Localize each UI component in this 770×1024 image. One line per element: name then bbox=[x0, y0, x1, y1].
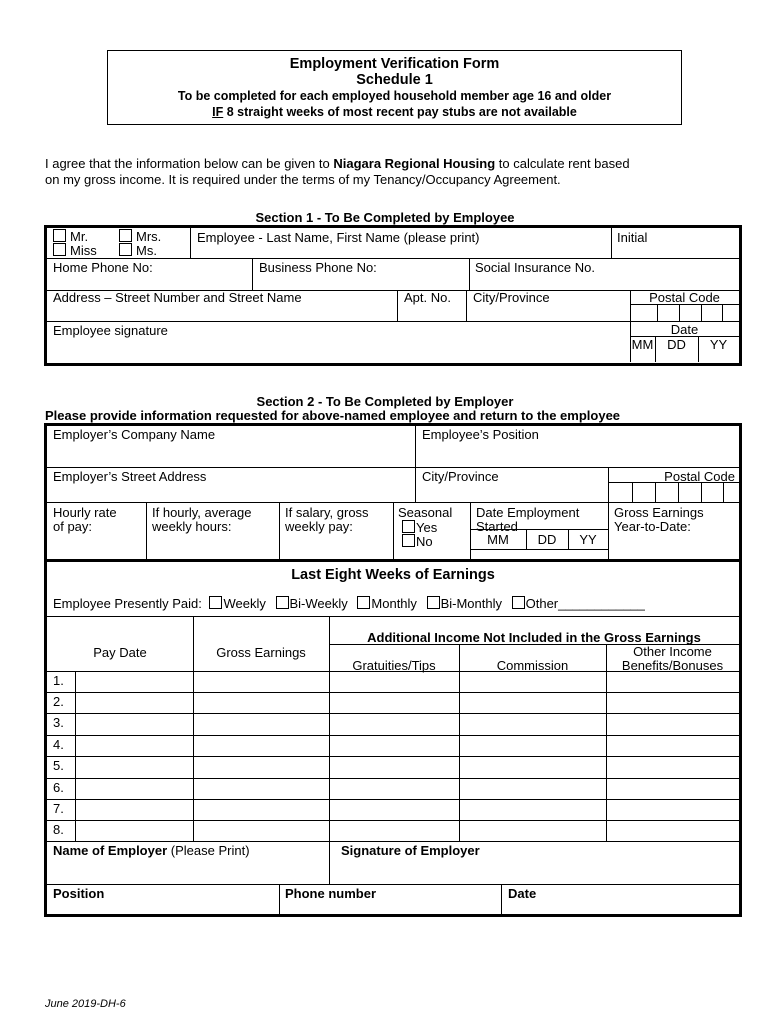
date-label: Date bbox=[670, 322, 699, 337]
employer-street-field[interactable]: Employer’s Street Address bbox=[53, 469, 207, 484]
salary-label-2: weekly pay: bbox=[285, 519, 353, 534]
hourly-rate-field[interactable] bbox=[53, 506, 117, 534]
divider bbox=[146, 502, 147, 559]
divider bbox=[47, 884, 739, 885]
divider bbox=[47, 559, 739, 562]
salary-label: If salary, gross bbox=[285, 505, 369, 520]
mr-checkbox[interactable] bbox=[53, 229, 66, 242]
divider bbox=[47, 778, 739, 779]
divider bbox=[469, 258, 470, 290]
other-income-label: Other Income bbox=[633, 644, 712, 659]
presently-paid-label: Employee Presently Paid: bbox=[53, 596, 202, 611]
date-started-field[interactable] bbox=[476, 506, 579, 534]
row-number: 4. bbox=[53, 737, 64, 752]
employer-name-field[interactable] bbox=[53, 844, 250, 858]
city-field[interactable]: City/Province bbox=[473, 290, 550, 305]
form-header bbox=[107, 50, 682, 125]
ms-checkbox[interactable] bbox=[119, 243, 132, 256]
row-number: 7. bbox=[53, 801, 64, 816]
business-phone-field[interactable]: Business Phone No: bbox=[259, 260, 377, 275]
commission-header: Commission bbox=[496, 658, 569, 673]
mrs-checkbox[interactable] bbox=[119, 229, 132, 242]
divider bbox=[723, 482, 724, 502]
divider bbox=[47, 713, 739, 714]
mm-label: MM bbox=[487, 532, 509, 547]
form-title: Employment Verification Form bbox=[289, 56, 500, 72]
hourly-rate-label-2: of pay: bbox=[53, 519, 93, 534]
divider bbox=[632, 482, 633, 502]
yy-label: YY bbox=[709, 337, 728, 352]
form-schedule: Schedule 1 bbox=[356, 72, 433, 88]
salary-field[interactable] bbox=[285, 506, 369, 534]
title-mr-option[interactable] bbox=[53, 229, 88, 244]
section1-title: Section 1 - To Be Completed by Employee bbox=[255, 210, 515, 225]
divider bbox=[47, 841, 739, 842]
bimonthly-checkbox[interactable] bbox=[427, 596, 440, 609]
miss-label: Miss bbox=[70, 243, 97, 258]
earnings-title: Last Eight Weeks of Earnings bbox=[291, 567, 495, 583]
presently-paid-row bbox=[53, 596, 645, 611]
other-option[interactable] bbox=[512, 596, 645, 611]
no-label: No bbox=[416, 534, 433, 549]
monthly-label: Monthly bbox=[371, 596, 417, 611]
employee-name-field[interactable]: Employee - Last Name, First Name (please print) bbox=[197, 230, 480, 245]
section2-subtitle: Please provide information requested for above-named employee and return to the employee bbox=[45, 408, 621, 423]
divider bbox=[393, 502, 394, 559]
divider bbox=[47, 735, 739, 736]
dd-label: DD bbox=[667, 337, 686, 352]
divider bbox=[701, 482, 702, 502]
initial-field[interactable]: Initial bbox=[617, 230, 648, 245]
date-field[interactable]: Date bbox=[508, 886, 537, 901]
biweekly-label: Bi-Weekly bbox=[289, 596, 348, 611]
monthly-option[interactable] bbox=[357, 596, 417, 611]
divider bbox=[679, 304, 680, 321]
postal-code-field[interactable]: Postal Code bbox=[649, 290, 720, 305]
mr-label: Mr. bbox=[70, 229, 89, 244]
mrs-label: Mrs. bbox=[136, 229, 162, 244]
divider bbox=[606, 644, 607, 841]
gross-ytd-label: Gross Earnings bbox=[614, 505, 704, 520]
title-ms-option[interactable] bbox=[119, 243, 157, 258]
divider bbox=[47, 467, 739, 468]
miss-checkbox[interactable] bbox=[53, 243, 66, 256]
additional-income-header: Additional Income Not Included in the Gross Earnings bbox=[367, 630, 701, 645]
dd-label: DD bbox=[537, 532, 557, 547]
no-checkbox[interactable] bbox=[402, 534, 415, 547]
bimonthly-label: Bi-Monthly bbox=[440, 596, 502, 611]
section2-box bbox=[44, 423, 742, 917]
apt-field[interactable]: Apt. No. bbox=[404, 290, 451, 305]
intro-pre: I agree that the information below can be given to bbox=[45, 156, 334, 171]
employer-postal-field[interactable]: Postal Code bbox=[664, 469, 735, 484]
other-label: Other bbox=[525, 596, 559, 611]
avg-hours-field[interactable] bbox=[152, 506, 251, 534]
employee-position-field[interactable]: Employee’s Position bbox=[422, 427, 539, 442]
header-line-1: To be completed for each employed household member age 16 and older bbox=[177, 89, 612, 103]
divider bbox=[459, 644, 460, 841]
divider bbox=[470, 502, 471, 559]
divider bbox=[608, 502, 609, 559]
date-started-label: Date Employment bbox=[476, 505, 580, 520]
biweekly-option[interactable] bbox=[276, 596, 348, 611]
yy-label: YY bbox=[579, 532, 597, 547]
divider bbox=[657, 304, 658, 321]
divider bbox=[722, 304, 723, 321]
row-number: 3. bbox=[53, 715, 64, 730]
header-line-2 bbox=[108, 104, 681, 120]
seasonal-no-option[interactable] bbox=[402, 534, 433, 549]
gross-earnings-header: Gross Earnings bbox=[216, 645, 306, 660]
divider bbox=[397, 290, 398, 321]
row-number: 6. bbox=[53, 780, 64, 795]
gross-ytd-field[interactable] bbox=[614, 506, 704, 534]
section2-title: Section 2 - To Be Completed by Employer bbox=[256, 394, 514, 409]
divider bbox=[47, 321, 739, 322]
phone-number-field[interactable]: Phone number bbox=[285, 886, 377, 901]
pay-date-header: Pay Date bbox=[93, 645, 147, 660]
title-mrs-option[interactable] bbox=[119, 229, 161, 244]
company-name-field[interactable]: Employer’s Company Name bbox=[53, 427, 216, 442]
weekly-option[interactable] bbox=[209, 596, 265, 611]
intro-org: Niagara Regional Housing bbox=[333, 156, 496, 171]
employee-signature-field[interactable]: Employee signature bbox=[53, 323, 168, 338]
row-number: 1. bbox=[53, 673, 64, 688]
other-income-label-2: Benefits/Bonuses bbox=[621, 658, 724, 673]
divider bbox=[701, 304, 702, 321]
avg-hours-label-2: weekly hours: bbox=[152, 519, 232, 534]
row-number: 2. bbox=[53, 694, 64, 709]
position-field[interactable]: Position bbox=[53, 886, 105, 901]
sin-field[interactable]: Social Insurance No. bbox=[475, 260, 595, 275]
divider bbox=[47, 799, 739, 800]
seasonal-yes-option[interactable] bbox=[402, 520, 437, 535]
footer-code: June 2019-DH-6 bbox=[45, 998, 126, 1010]
row-number: 8. bbox=[53, 822, 64, 837]
home-phone-field[interactable]: Home Phone No: bbox=[53, 260, 153, 275]
title-miss-option[interactable] bbox=[53, 243, 97, 258]
address-field[interactable]: Address – Street Number and Street Name bbox=[53, 290, 302, 305]
intro-line-2: on my gross income. It is required under the terms of my Tenancy/Occupancy Agreement. bbox=[45, 172, 561, 187]
divider bbox=[47, 258, 739, 259]
yes-label: Yes bbox=[416, 520, 438, 535]
divider bbox=[501, 884, 502, 914]
yes-checkbox[interactable] bbox=[402, 520, 415, 533]
divider bbox=[611, 228, 612, 258]
weekly-label: Weekly bbox=[223, 596, 266, 611]
avg-hours-label: If hourly, average bbox=[152, 505, 252, 520]
divider bbox=[470, 549, 608, 550]
other-income-header bbox=[606, 645, 739, 673]
other-line[interactable]: ____________ bbox=[558, 596, 645, 611]
hourly-rate-label: Hourly rate bbox=[53, 505, 117, 520]
divider bbox=[47, 820, 739, 821]
divider bbox=[415, 426, 416, 502]
ms-label: Ms. bbox=[136, 243, 157, 258]
employer-signature-field[interactable]: Signature of Employer bbox=[341, 843, 480, 858]
bimonthly-option[interactable] bbox=[427, 596, 502, 611]
gross-ytd-label-2: Year-to-Date: bbox=[614, 519, 691, 534]
divider bbox=[47, 756, 739, 757]
divider bbox=[252, 258, 253, 290]
divider bbox=[47, 692, 739, 693]
divider bbox=[655, 482, 656, 502]
divider bbox=[190, 228, 191, 258]
intro-post: to calculate rent based bbox=[495, 156, 630, 171]
employer-city-field[interactable]: City/Province bbox=[422, 469, 499, 484]
weekly-checkbox[interactable] bbox=[209, 596, 222, 609]
other-checkbox[interactable] bbox=[512, 596, 525, 609]
header-line-2-rest: 8 straight weeks of most recent pay stubs are not available bbox=[223, 105, 577, 119]
divider bbox=[466, 290, 467, 321]
biweekly-checkbox[interactable] bbox=[276, 596, 289, 609]
seasonal-label: Seasonal bbox=[398, 505, 453, 520]
employer-name-note: (Please Print) bbox=[167, 843, 250, 858]
monthly-checkbox[interactable] bbox=[357, 596, 370, 609]
mm-label: MM bbox=[631, 337, 654, 352]
if-text: IF bbox=[212, 105, 224, 119]
divider bbox=[678, 482, 679, 502]
section1-box bbox=[44, 225, 742, 366]
divider bbox=[279, 884, 280, 914]
consent-statement bbox=[45, 156, 745, 188]
divider bbox=[329, 616, 330, 884]
row-number: 5. bbox=[53, 758, 64, 773]
divider bbox=[279, 502, 280, 559]
divider bbox=[47, 616, 739, 617]
employer-name-label: Name of Employer bbox=[53, 843, 168, 858]
date-started-label-2: Started bbox=[476, 519, 518, 534]
gratuities-header: Gratuities/Tips bbox=[352, 658, 436, 673]
